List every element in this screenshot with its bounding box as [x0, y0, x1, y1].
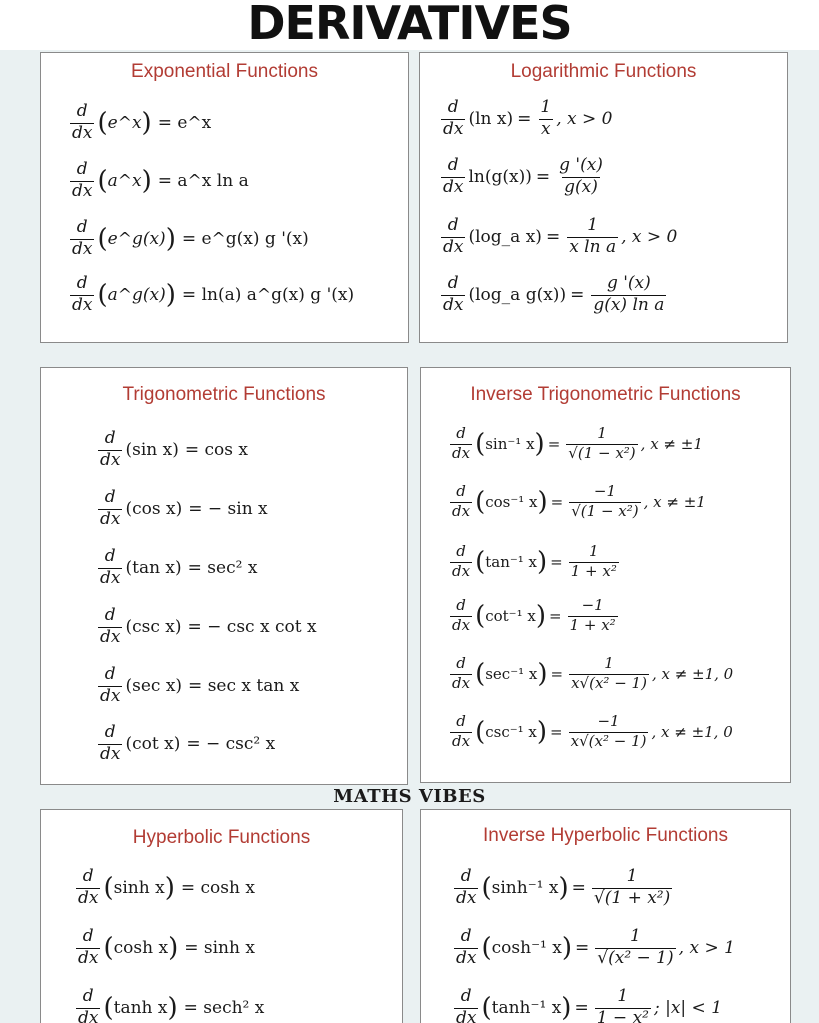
formula-row: $\frac{d}{dx}$ (ln x) = $\frac{1}{x}$ , x > 0 [443, 97, 613, 139]
fraction-numerator: d [104, 546, 116, 566]
derivative-operator [450, 598, 472, 634]
fraction-denominator: dx [443, 118, 464, 139]
fraction-numerator: d [104, 664, 116, 684]
formula-arg: sinh x [113, 877, 165, 898]
formula-row [95, 430, 248, 470]
fraction-numerator: d [447, 97, 459, 117]
fraction-denominator: √(1 − x²) [571, 501, 639, 520]
formula-arg: e^g(x) [107, 228, 166, 249]
panel-inverse-hyperbolic [420, 809, 791, 1023]
fraction-denominator: dx [72, 238, 93, 259]
formula-rhs: = sech² x [183, 997, 265, 1018]
formula-arg: sec⁻¹ x [485, 664, 538, 683]
formula-rhs: = sinh x [184, 937, 255, 958]
formula-arg: tan⁻¹ x [485, 552, 538, 571]
fraction-numerator: g '(x) [606, 273, 651, 293]
fraction-denominator: x [541, 118, 551, 139]
fraction-denominator: dx [100, 567, 121, 588]
fraction-denominator: dx [76, 1008, 100, 1023]
formula-arg: csc⁻¹ x [485, 722, 537, 741]
fraction-numerator: d [447, 155, 459, 175]
derivative-operator [454, 868, 478, 908]
fraction-numerator: d [460, 986, 472, 1006]
formula-arg: sin⁻¹ x [485, 434, 535, 453]
derivative-operator [441, 99, 465, 139]
fraction-numerator: d [447, 273, 459, 293]
formula-row: $\frac{d}{dx}$ ( sec⁻¹ x ) = $\frac{1}{\text{x√(x² − 1)}}$ , x ≠ ±1, 0 [452, 654, 734, 692]
fraction-numerator: d [460, 866, 472, 886]
formula-condition: ; |x| < 1 [653, 997, 723, 1018]
panel-logarithmic [419, 52, 788, 343]
formula-arg: ln(g(x)) [468, 166, 532, 187]
formula-arg: (ln x) [468, 108, 514, 129]
fraction-numerator: g '(x) [559, 155, 603, 175]
formula-rhs: = − sin x [188, 498, 268, 519]
derivative-operator [70, 103, 94, 143]
formula-row: $\frac{d}{dx}$ ( a^x ) = a^x ln a [72, 159, 249, 201]
fraction-numerator: 1 [617, 986, 629, 1006]
formula-condition: , x > 0 [556, 108, 613, 129]
formula-condition: , x ≠ ±1 [640, 434, 703, 453]
fraction-numerator: d [447, 215, 459, 235]
fraction-denominator: dx [443, 176, 464, 197]
panel-title: Exponential Functions [131, 61, 318, 82]
derivative-operator [441, 275, 465, 315]
derivative-operator [98, 724, 122, 764]
derivative-operator [76, 988, 100, 1023]
fraction-numerator: d [456, 654, 466, 672]
fraction-numerator: d [82, 866, 94, 886]
fraction-numerator: d [76, 217, 88, 237]
formula-rhs: = sec x tan x [188, 675, 300, 696]
formula-arg: sinh⁻¹ x [491, 877, 559, 898]
result-fraction [591, 275, 666, 315]
fraction-numerator: 1 [626, 866, 638, 886]
fraction-denominator: √(1 − x²) [568, 443, 636, 462]
derivative-operator [70, 219, 94, 259]
formula-condition: , x > 1 [678, 937, 735, 958]
derivative-operator [450, 484, 472, 520]
formula-row [95, 548, 257, 588]
fraction-numerator: d [82, 986, 94, 1006]
formula-arg: a^x [107, 170, 142, 191]
fraction-denominator: dx [454, 1008, 478, 1023]
derivative-operator [70, 275, 94, 315]
formula-rhs: = a^x ln a [157, 170, 249, 191]
formula-rhs: = ln(a) a^g(x) g '(x) [181, 284, 355, 305]
derivative-operator [76, 868, 100, 908]
derivative-operator [441, 217, 465, 257]
fraction-denominator: dx [100, 449, 121, 470]
fraction-denominator: dx [100, 508, 121, 529]
fraction-numerator: d [456, 596, 466, 614]
result-fraction [569, 714, 649, 750]
panel-hyperbolic [40, 809, 403, 1023]
formula-arg: cosh⁻¹ x [491, 937, 562, 958]
result-fraction [569, 656, 649, 692]
result-fraction [595, 928, 675, 968]
formula-row: $\frac{d}{dx}$ ( tanh x ) = sech² x [73, 988, 264, 1023]
formula-condition: , x > 0 [621, 226, 678, 247]
formula-arg: cos⁻¹ x [485, 492, 538, 511]
formula-arg: tanh x [113, 997, 168, 1018]
formula-row: $\frac{d}{dx}$ ( tan⁻¹ x ) = $\frac{1}{\text{1 + x²}}$ [452, 542, 617, 580]
fraction-denominator: dx [452, 561, 471, 580]
fraction-numerator: 1 [597, 424, 607, 442]
derivative-operator [441, 157, 465, 197]
formula-arg: cot⁻¹ x [485, 606, 536, 625]
fraction-numerator: d [456, 482, 466, 500]
derivative-operator [98, 430, 122, 470]
formula-arg: (csc x) [125, 616, 182, 637]
fraction-numerator: d [104, 605, 116, 625]
fraction-denominator: x ln a [569, 236, 617, 257]
fraction-denominator: dx [452, 731, 471, 750]
derivative-operator [98, 666, 122, 706]
result-fraction [538, 99, 553, 139]
formula-row: $\frac{d}{dx}$ ( sinh⁻¹ x ) = $\frac{1}{\text{√(1 + x²)}}$ [456, 866, 671, 908]
formula-rhs: = e^g(x) g '(x) [181, 228, 309, 249]
fraction-numerator: 1 [630, 926, 641, 946]
fraction-denominator: 1 + x² [569, 615, 616, 634]
panel-title: Hyperbolic Functions [132, 827, 311, 848]
fraction-numerator: d [76, 273, 88, 293]
formula-row: $\frac{d}{dx}$ ( cosh x ) = sinh x [78, 926, 255, 968]
derivative-operator [70, 161, 94, 201]
fraction-numerator: d [456, 542, 466, 560]
derivative-operator [98, 548, 122, 588]
result-fraction [592, 868, 672, 908]
fraction-numerator: 1 [604, 654, 614, 672]
fraction-numerator: d [456, 424, 466, 442]
formula-rhs: = e^x [157, 112, 212, 133]
formula-row: $\frac{d}{dx}$ ( cosh⁻¹ x ) = $\frac{1}{\text{√(x² − 1)}}$ , x > 1 [456, 926, 735, 968]
fraction-denominator: √(1 + x²) [593, 887, 671, 908]
formula-row: $\frac{d}{dx}$ ( e^g(x) ) = e^g(x) g '(x) [72, 217, 309, 259]
fraction-denominator: g(x) ln a [593, 294, 665, 315]
result-fraction [569, 484, 640, 520]
derivative-operator [450, 656, 472, 692]
formula-arg: (log_a x) [468, 226, 542, 247]
formula-arg: (log_a g(x)) [468, 284, 567, 305]
fraction-denominator: dx [443, 236, 464, 257]
formula-row: $\frac{d}{dx}$ ln(g(x)) = $\frac{g '(x)}{g(x)}$ [443, 155, 603, 197]
fraction-denominator: dx [456, 887, 477, 908]
formula-row: $\frac{d}{dx}$ ( a^g(x) ) = ln(a) a^g(x) g '(x) [72, 273, 355, 315]
fraction-denominator: dx [100, 626, 121, 647]
fraction-denominator: dx [452, 501, 471, 520]
formula-row: $\frac{d}{dx}$ ( cot⁻¹ x ) = $\frac{-1}{\text{1 + x²}}$ [452, 596, 616, 634]
result-fraction [595, 988, 651, 1023]
formula-row: $\frac{d}{dx}$ ( csc⁻¹ x ) = $\frac{-1}{\text{x√(x² − 1)}}$ , x ≠ ±1, 0 [452, 712, 733, 750]
fraction-denominator: dx [100, 743, 121, 764]
formula-condition: , x ≠ ±1, 0 [651, 664, 734, 683]
fraction-denominator: dx [72, 180, 93, 201]
fraction-numerator: d [460, 926, 472, 946]
footer-brand: MATHS VIBES [333, 786, 486, 807]
fraction-denominator: 1 + x² [570, 561, 617, 580]
formula-row [95, 666, 299, 706]
formula-arg: (cos x) [125, 498, 183, 519]
derivative-operator [98, 607, 122, 647]
fraction-denominator: x√(x² − 1) [571, 673, 647, 692]
fraction-numerator: 1 [587, 215, 599, 235]
formula-row: $\frac{d}{dx}$ ( sin⁻¹ x ) = $\frac{1}{\text{√(1 − x²)}}$ , x ≠ ±1 [452, 424, 703, 462]
fraction-denominator: 1 − x² [595, 1008, 651, 1023]
formula-arg: (tan x) [125, 557, 182, 578]
formula-arg: (cot x) [125, 733, 181, 754]
derivative-operator [450, 714, 472, 750]
formula-condition: , x ≠ ±1 [643, 492, 706, 511]
formula-row: $\frac{d}{dx}$ ( tanh⁻¹ x ) = $\frac{1}{\text{1 − x²}}$ ; |x| < 1 [451, 988, 722, 1023]
formula-condition: , x ≠ ±1, 0 [651, 722, 733, 741]
fraction-numerator: d [104, 487, 116, 507]
derivative-operator [76, 928, 100, 968]
fraction-denominator: dx [100, 685, 121, 706]
fraction-numerator: −1 [593, 482, 616, 500]
formula-row [95, 724, 275, 764]
fraction-numerator: d [82, 926, 94, 946]
formula-rhs: = cos x [184, 439, 248, 460]
formula-rhs: = − csc² x [186, 733, 276, 754]
derivative-operator [450, 544, 472, 580]
formula-rhs: = − csc x cot x [187, 616, 317, 637]
fraction-numerator: d [76, 159, 88, 179]
formula-arg: cosh x [113, 937, 169, 958]
panel-trigonometric [40, 367, 408, 785]
formula-row: $\frac{d}{dx}$ (log_a x) = $\frac{1}{\text{x ln a}}$ , x > 0 [443, 215, 678, 257]
result-fraction [557, 157, 605, 197]
fraction-denominator: dx [72, 294, 93, 315]
formula-row: $\frac{d}{dx}$ ( cos⁻¹ x ) = $\frac{-1}{\text{√(1 − x²)}}$ , x ≠ ±1 [452, 482, 706, 520]
result-fraction [566, 426, 637, 462]
fraction-denominator: √(x² − 1) [597, 947, 674, 968]
panel-title: Inverse Hyperbolic Functions [483, 825, 728, 846]
fraction-numerator: d [104, 722, 116, 742]
page-title: DERIVATIVES [247, 0, 572, 50]
fraction-denominator: dx [78, 887, 99, 908]
derivative-operator [450, 426, 472, 462]
panel-exponential [40, 52, 409, 343]
result-fraction [569, 544, 619, 580]
fraction-denominator: dx [456, 947, 477, 968]
result-fraction [567, 217, 618, 257]
formula-arg: e^x [107, 112, 142, 133]
fraction-denominator: dx [452, 673, 471, 692]
fraction-numerator: d [104, 428, 116, 448]
formula-arg: a^g(x) [107, 284, 166, 305]
formula-row [95, 607, 317, 647]
panel-inverse-trigonometric [420, 367, 791, 783]
derivative-operator [98, 489, 122, 529]
formula-row [95, 489, 268, 529]
formula-row: $\frac{d}{dx}$ (log_a g(x)) = $\frac{g '(x)}{\text{g(x) ln a}}$ [443, 273, 665, 315]
formula-arg: (sec x) [125, 675, 183, 696]
fraction-denominator: dx [78, 947, 99, 968]
fraction-numerator: −1 [597, 712, 620, 730]
result-fraction [568, 598, 618, 634]
formula-arg: tanh⁻¹ x [491, 997, 562, 1018]
formula-row: $\frac{d}{dx}$ ( e^x ) = e^x [72, 101, 212, 143]
panel-title: Logarithmic Functions [510, 61, 697, 82]
panel-title: Inverse Trigonometric Functions [470, 384, 741, 405]
fraction-numerator: 1 [589, 542, 599, 560]
fraction-numerator: d [456, 712, 466, 730]
fraction-numerator: −1 [581, 596, 604, 614]
fraction-denominator: x√(x² − 1) [570, 731, 647, 750]
fraction-numerator: 1 [540, 97, 552, 117]
formula-rhs: = sec² x [187, 557, 258, 578]
formula-rhs: = cosh x [180, 877, 255, 898]
formula-row: $\frac{d}{dx}$ ( sinh x ) = cosh x [78, 866, 255, 908]
fraction-numerator: d [76, 101, 88, 121]
fraction-denominator: dx [443, 294, 464, 315]
formula-arg: (sin x) [125, 439, 179, 460]
fraction-denominator: dx [72, 122, 93, 143]
derivative-operator [454, 928, 478, 968]
fraction-denominator: g(x) [564, 176, 598, 197]
fraction-denominator: dx [452, 443, 471, 462]
derivative-operator [454, 988, 478, 1023]
fraction-denominator: dx [452, 615, 471, 634]
panel-title: Trigonometric Functions [122, 384, 326, 405]
